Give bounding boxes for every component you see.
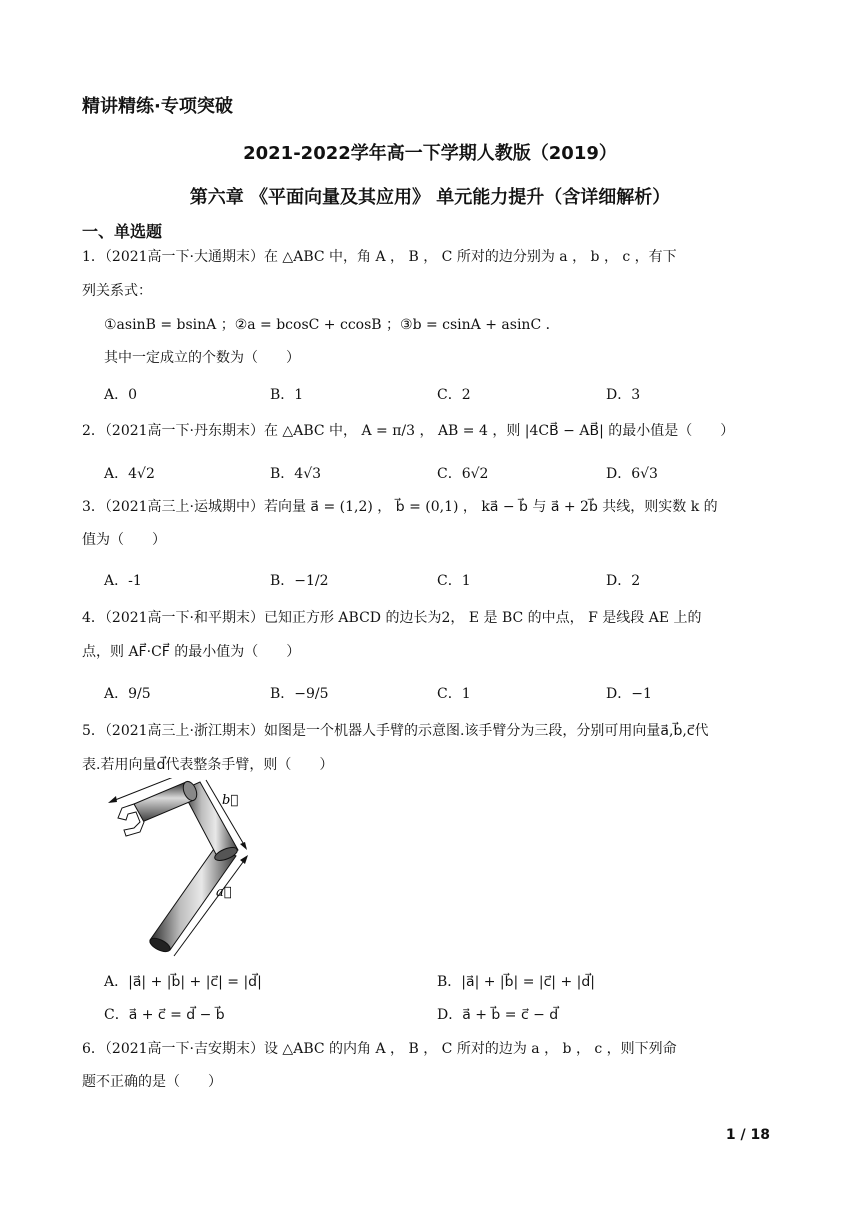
q5-option-b: B．|a⃗| + |b⃗| = |c⃗| + |d⃗| bbox=[437, 974, 595, 990]
arm-segment-c bbox=[118, 779, 199, 836]
q1-option-d: D．3 bbox=[606, 387, 641, 403]
figure-label-b: b⃗ bbox=[222, 793, 239, 808]
robot-arm-figure bbox=[104, 778, 254, 958]
q4-line-1: 4．（2021高一下·和平期末）已知正方形 ABCD 的边长为2， E 是 BC 的中点， F 是线段 AE 上的 bbox=[82, 610, 702, 626]
q1-line-2: 列关系式： bbox=[82, 283, 152, 299]
q5-option-d: D．a⃗ + b⃗ = c⃗ − d⃗ bbox=[437, 1007, 559, 1023]
q3-line-2: 值为（ ） bbox=[82, 532, 166, 548]
q2-line-1: 2．（2021高一下·丹东期末）在 △ABC 中， A = π/3 ， AB = 4 ，则 |4CB⃗ − AB⃗| 的最小值是（ ） bbox=[82, 423, 735, 439]
q6-line-2: 题不正确的是（ ） bbox=[82, 1074, 222, 1090]
q2-option-c: C．6√2 bbox=[437, 466, 489, 482]
q2-option-d: D．6√3 bbox=[606, 466, 658, 482]
q3-option-a: A．-1 bbox=[104, 573, 142, 589]
q6-line-1: 6．（2021高一下·吉安期末）设 △ABC 的内角 A ， B ， C 所对的边为 a ， b ， c ，则下列命 bbox=[82, 1041, 677, 1057]
q4-option-c: C．1 bbox=[437, 686, 471, 702]
q4-option-a: A．9/5 bbox=[104, 686, 151, 702]
q3-option-c: C．1 bbox=[437, 573, 471, 589]
arm-segment-a bbox=[148, 846, 236, 954]
q4-option-d: D．−1 bbox=[606, 686, 652, 702]
q3-line-1: 3．（2021高三上·运城期中）若向量 a⃗ = (1,2) ， b⃗ = (0,1) ， ka⃗ − b⃗ 与 a⃗ + 2b⃗ 共线，则实数 k 的 bbox=[82, 499, 718, 515]
section-title: 一、单选题 bbox=[82, 222, 163, 241]
figure-label-a: a⃗ bbox=[216, 885, 232, 900]
q1-option-a: A．0 bbox=[104, 387, 138, 403]
q3-option-b: B．−1/2 bbox=[270, 573, 329, 589]
q1-line-4: 其中一定成立的个数为（ ） bbox=[104, 350, 300, 366]
q4-option-b: B．−9/5 bbox=[270, 686, 329, 702]
q1-option-c: C．2 bbox=[437, 387, 471, 403]
q5-option-c: C．a⃗ + c⃗ = d⃗ − b⃗ bbox=[104, 1007, 225, 1023]
title-line-2: 第六章 《平面向量及其应用》 单元能力提升（含详细解析） bbox=[189, 187, 671, 208]
q5-line-1: 5．（2021高三上·浙江期末）如图是一个机器人手臂的示意图.该手臂分为三段，分别可用向量a⃗,b⃗,c⃗代 bbox=[82, 723, 709, 739]
q1-option-b: B．1 bbox=[270, 387, 304, 403]
q3-option-d: D．2 bbox=[606, 573, 641, 589]
page-number: 1 / 18 bbox=[725, 1127, 770, 1143]
header-tag: 精讲精练·专项突破 bbox=[82, 96, 233, 117]
q1-line-1: 1．（2021高一下·大通期末）在 △ABC 中，角 A ， B ， C 所对的边分别为 a ， b ， c ，有下 bbox=[82, 249, 677, 265]
q5-line-2: 表.若用向量d⃗代表整条手臂，则（ ） bbox=[82, 757, 334, 773]
q4-line-2: 点，则 AF⃗·CF⃗ 的最小值为（ ） bbox=[82, 644, 301, 660]
q2-option-a: A．4√2 bbox=[104, 466, 155, 482]
q2-option-b: B．4√3 bbox=[270, 466, 322, 482]
q1-line-3: ①asinB = bsinA ；②a = bcosC + ccosB ；③b = csinA + asinC ． bbox=[104, 317, 560, 333]
title-line-1: 2021-2022学年高一下学期人教版（2019） bbox=[243, 143, 617, 164]
q5-option-a: A．|a⃗| + |b⃗| + |c⃗| = |d⃗| bbox=[104, 974, 262, 990]
